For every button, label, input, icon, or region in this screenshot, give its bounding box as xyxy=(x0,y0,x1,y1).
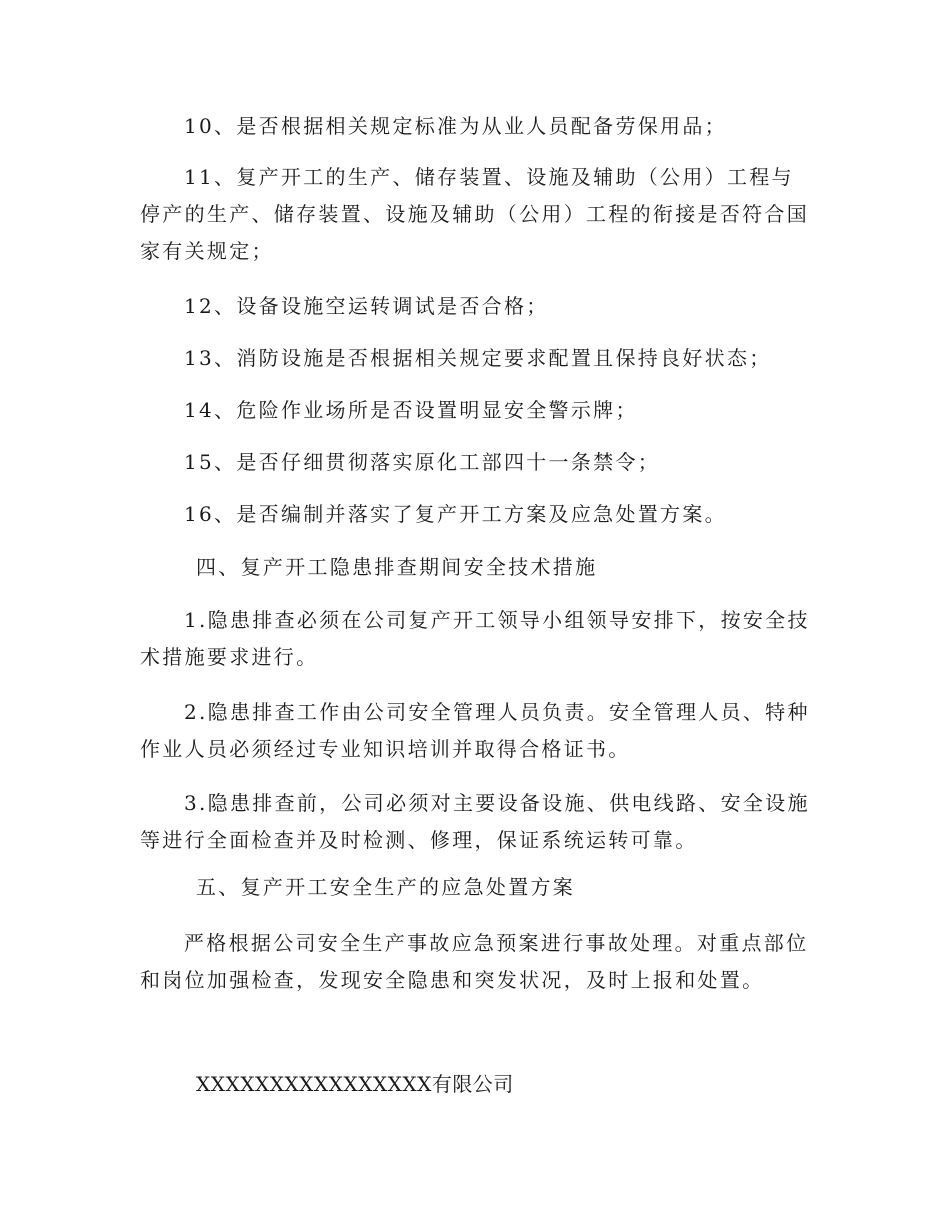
checklist-item-16: 16、是否编制并落实了复产开工方案及应急处置方案。 xyxy=(184,502,727,526)
safety-measure-1: 1.隐患排查必须在公司复产开工领导小组领导安排下，按安全技术措施要求进行。 xyxy=(140,608,810,669)
checklist-item-10: 10、是否根据相关规定标准为从业人员配备劳保用品； xyxy=(184,114,727,138)
safety-measure-3: 3.隐患排查前，公司必须对主要设备设施、供电线路、安全设施等进行全面检查并及时检测、修理，保证系统运转可靠。 xyxy=(140,791,810,852)
checklist-item-11: 11、复产开工的生产、储存装置、设施及辅助（公用）工程与停产的生产、储存装置、设施及辅助（公用）工程的衔接是否符合国家有关规定； xyxy=(140,165,809,263)
section-four-heading: 四、复产开工隐患排查期间安全技术措施 xyxy=(196,555,598,579)
checklist-item-12: 12、设备设施空运转调试是否合格； xyxy=(184,294,549,318)
checklist-item-14: 14、危险作业场所是否设置明显安全警示牌； xyxy=(184,398,638,422)
section-five-heading: 五、复产开工安全生产的应急处置方案 xyxy=(196,875,576,899)
company-signature: XXXXXXXXXXXXXXXX有限公司 xyxy=(196,1072,514,1096)
checklist-item-15: 15、是否仔细贯彻落实原化工部四十一条禁令； xyxy=(184,450,661,474)
safety-measure-2: 2.隐患排查工作由公司安全管理人员负责。安全管理人员、特种作业人员必须经过专业知识培训并取得合格证书。 xyxy=(140,700,810,761)
checklist-item-13: 13、消防设施是否根据相关规定要求配置且保持良好状态； xyxy=(184,346,772,370)
emergency-plan-paragraph: 严格根据公司安全生产事故应急预案进行事故处理。对重点部位和岗位加强检查，发现安全隐患和突发状况，及时上报和处置。 xyxy=(140,931,809,992)
